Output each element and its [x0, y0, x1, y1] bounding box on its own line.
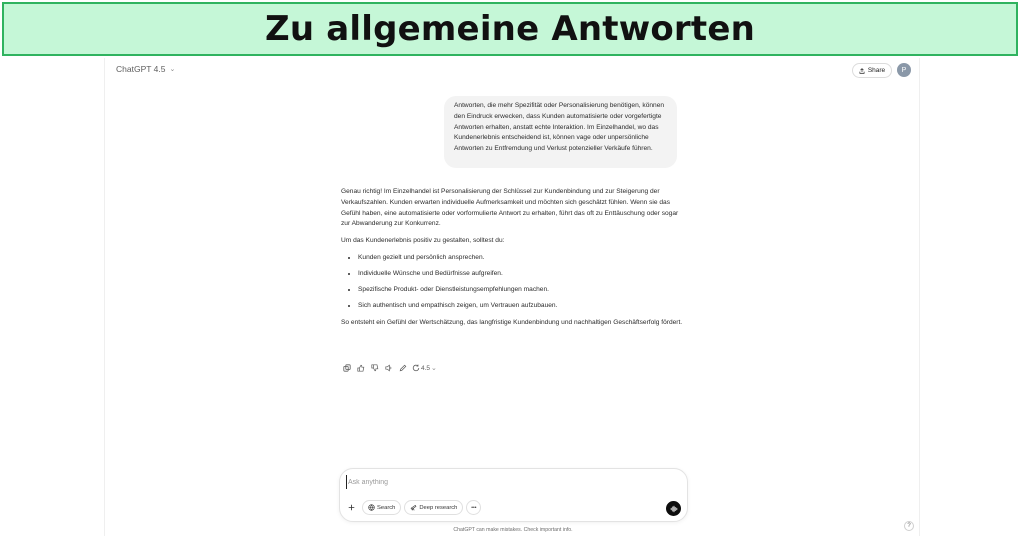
share-button[interactable] [852, 63, 892, 78]
title-banner [2, 2, 1018, 56]
prompt-input[interactable] [346, 475, 650, 489]
more-tools-button[interactable]: ••• [466, 500, 481, 515]
divider-right [919, 58, 920, 536]
search-label: Search [377, 504, 396, 511]
share-label: Share [867, 67, 886, 74]
copy-icon[interactable] [342, 363, 352, 373]
read-aloud-icon[interactable] [384, 363, 394, 373]
assistant-paragraph: Genau richtig! Im Einzelhandel ist Personalisierung der Schlüssel zur Kundenbindung und zur Steigerung der Verkaufszahlen. Kunden erwarten individuelle Aufmerksamkeit und möchten sich geschätzt fühlen. Wenn sie das Gefühl haben, eine automatisierte oder vorformulierte Antwort zu erhalten, führt das oft zu Enttäuschung oder sogar zur Abwanderung zur Konkurrenz. [341, 188, 679, 228]
list-item: • Spezifische Produkt- oder Dienstleistungsempfehlungen machen. [358, 285, 686, 296]
share-icon [859, 68, 865, 74]
plus-icon [348, 504, 355, 511]
add-attachment-button[interactable] [344, 500, 359, 515]
user-message: Antworten, die mehr Spezifität oder Personalisierung benötigen, können den Eindruck erwecken, dass Kunden automatisierte oder vorgefertigte Antworten erhalten, anstatt echte Interaktion. Im Einzelhandel, wo das Kundenerlebnis entscheidend ist, können vage oder unpersönliche Antworten zu Entfremdung und Verlust potenzieller Verkäufe führen. [444, 96, 677, 168]
divider-left [104, 58, 105, 536]
edit-icon[interactable] [398, 363, 408, 373]
telescope-icon [410, 504, 417, 511]
list-item: • Kunden gezielt und persönlich ansprechen. [358, 253, 686, 264]
avatar[interactable]: P [897, 63, 911, 77]
search-button[interactable] [362, 500, 401, 515]
thumbs-up-icon[interactable] [356, 363, 366, 373]
list-item: • Sich authentisch und empathisch zeigen, um Vertrauen aufzubauen. [358, 301, 686, 312]
globe-icon [368, 504, 375, 511]
regen-model-label: 4.5 [421, 364, 431, 372]
assistant-paragraph: Um das Kundenerlebnis positiv zu gestalten, solltest du: [341, 237, 505, 245]
assistant-message [341, 187, 686, 335]
deep-research-button[interactable] [404, 500, 463, 515]
composer [339, 468, 688, 522]
deep-research-label: Deep research [419, 504, 458, 511]
assistant-list [341, 253, 686, 312]
composer-toolbar [344, 500, 481, 515]
model-selector[interactable] [116, 64, 175, 74]
disclaimer: ChatGPT can make mistakes. Check important info. [453, 527, 573, 533]
model-label: ChatGPT 4.5 [116, 64, 166, 74]
regenerate-icon [412, 364, 420, 372]
banner-title: Zu allgemeine Antworten [264, 9, 755, 49]
list-item: • Individuelle Wünsche und Bedürfnisse aufgreifen. [358, 269, 686, 280]
assistant-paragraph: So entsteht ein Gefühl der Wertschätzung, das langfristige Kundenbindung und nachhaltigen Geschäftserfolg fördert. [341, 318, 683, 326]
voice-mode-button[interactable] [666, 501, 681, 516]
thumbs-down-icon[interactable] [370, 363, 380, 373]
regenerate-button[interactable] [412, 364, 437, 372]
waveform-icon [670, 505, 678, 513]
chevron-down-icon: ⌄ [169, 66, 176, 73]
help-button[interactable]: ? [904, 521, 914, 531]
message-actions [342, 363, 437, 373]
chevron-down-icon: ⌄ [431, 365, 437, 372]
